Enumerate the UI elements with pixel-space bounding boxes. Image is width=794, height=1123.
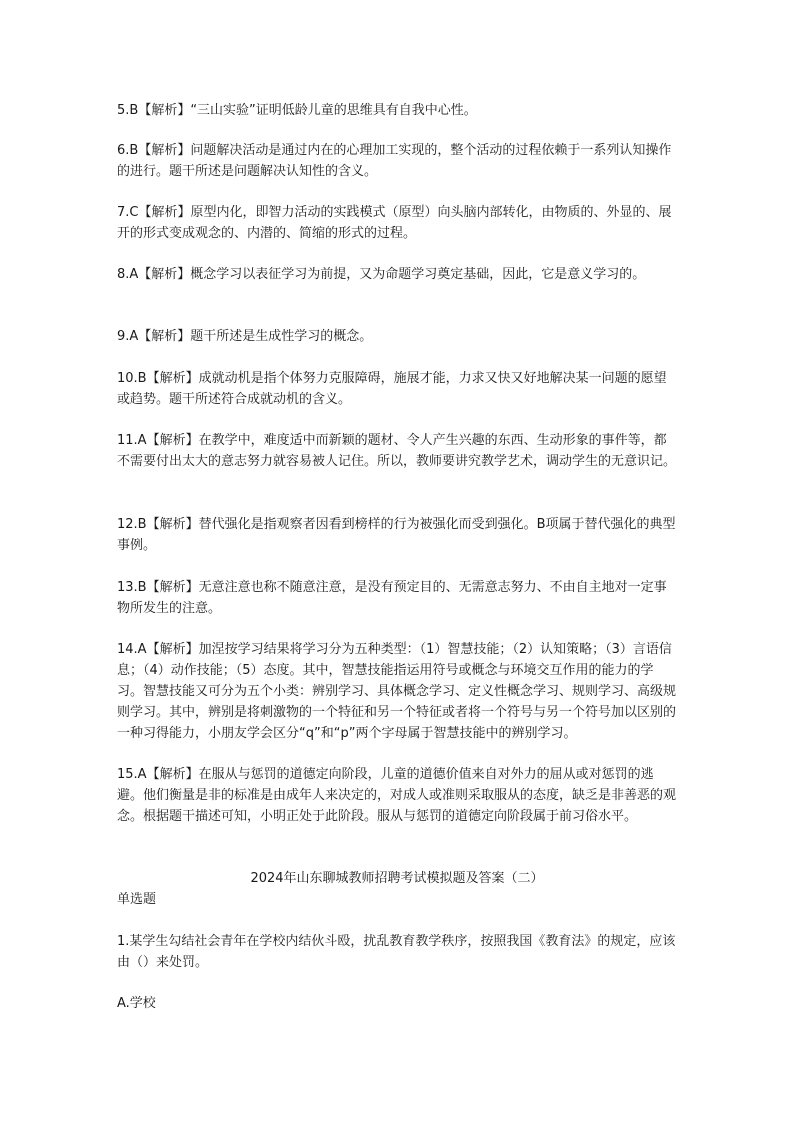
answer-q6: 6.B【解析】问题解决活动是通过内在的心理加工实现的，整个活动的过程依赖于一系列认知操作的进行。题干所述是问题解决认知性的含义。 [117,143,672,179]
answer-q10: 10.B【解析】成就动机是指个体努力克服障碍，施展才能，力求又快又好地解决某一问题的愿望或趋势。题干所述符合成就动机的含义。 [117,371,667,407]
answer-q13: 13.B【解析】无意注意也称不随意注意，是没有预定目的、无需意志努力、不由自主地对一定事物所发生的注意。 [117,580,667,616]
answer-q12: 12.B【解析】替代强化是指观察者因看到榜样的行为被强化而受到强化。B项属于替代强化的典型事例。 [117,517,676,553]
answer-q5: 5.B【解析】“三山实验”证明低龄儿童的思维具有自我中心性。 [117,103,477,118]
answer-q8: 8.A【解析】概念学习以表征学习为前提，又为命题学习奠定基础，因此，它是意义学习的。 [117,267,646,282]
question-1: 1.某学生勾结社会青年在学校内结伙斗殴，扰乱教育教学秩序，按照我国《教育法》的规定，应该由（）来处罚。 [117,934,676,970]
section-title: 2024年山东聊城教师招聘考试模拟题及答案（二） [250,871,544,886]
answer-q9: 9.A【解析】题干所述是生成性学习的概念。 [117,329,373,344]
answer-q7: 7.C【解析】原型内化，即智力活动的实践模式（原型）向头脑内部转化，由物质的、外显的、展开的形式变成观念的、内潜的、简缩的形式的过程。 [117,205,672,241]
answer-q15: 15.A【解析】在服从与惩罚的道德定向阶段，儿童的道德价值来自对外力的屈从或对惩罚的逃避。他们衡量是非的标准是由成年人来决定的，对成人或准则采取服从的态度，缺乏是非善恶的观念。根据题干描述可知，小明正处于此阶段。服从与惩罚的道德定向阶段属于前习俗水平。 [117,767,677,824]
option-a: A.学校 [117,996,156,1011]
section-type-label: 单选题 [117,892,157,907]
answer-q11: 11.A【解析】在教学中，难度适中而新颖的题材、令人产生兴趣的东西、生动形象的事件等，都不需要付出太大的意志努力就容易被人记住。所以，教师要讲究教学艺术，调动学生的无意识记。 [117,433,677,469]
answer-q14: 14.A【解析】加涅按学习结果将学习分为五种类型：（1）智慧技能；（2）认知策略；（3）言语信息；（4）动作技能；（5）态度。其中，智慧技能指运用符号或概念与环境交互作用的能力的学习。智慧技能又可分为五个小类：辨别学习、具体概念学习、定义性概念学习、规则学习、高级规则学习。其中，辨别是将刺激物的一个特征和另一个特征或者将一个符号与另一个符号加以区别的一种习得能力，小朋友学会区分“q”和“p”两个字母属于智慧技能中的辨别学习。 [117,642,677,741]
